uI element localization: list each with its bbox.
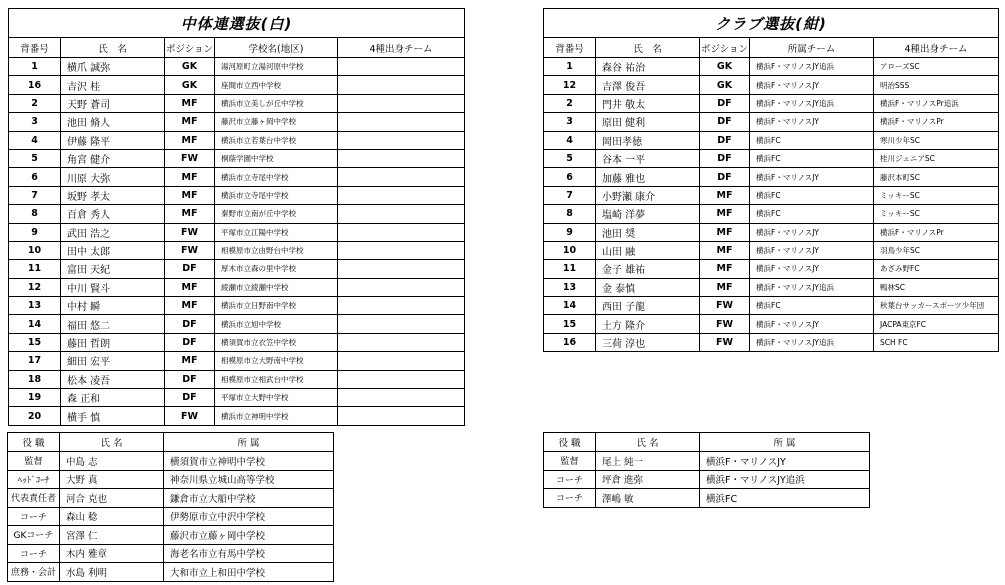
table-row	[9, 186, 465, 204]
player-name: 松本 凌吾	[61, 370, 165, 388]
player-position: MF	[700, 241, 750, 259]
player-name: 川原 大弥	[61, 168, 165, 186]
staff-name: 大野 真	[60, 470, 164, 489]
player-name: 山田 融	[596, 241, 700, 259]
player-position: MF	[700, 186, 750, 204]
player-position: FW	[700, 333, 750, 351]
jersey-number: 5	[544, 149, 596, 167]
table-row	[544, 186, 999, 204]
player-name: 金子 雄祐	[596, 260, 700, 278]
table-row	[8, 507, 334, 526]
jersey-number: 10	[544, 241, 596, 259]
table-row	[9, 333, 465, 351]
player-position: GK	[165, 58, 215, 76]
jersey-number: 7	[544, 186, 596, 204]
player-name: 谷本 一平	[596, 149, 700, 167]
jersey-number: 3	[544, 113, 596, 131]
jersey-number: 20	[9, 407, 61, 425]
column-header: 氏 名	[596, 433, 700, 452]
school-name: 横浜市立寺尾中学校	[215, 168, 338, 186]
school-name: 相模原市立由野台中学校	[215, 241, 338, 259]
player-position: DF	[700, 94, 750, 112]
player-name: 細田 宏平	[61, 352, 165, 370]
origin-team: 桂川ジュニアSC	[874, 149, 999, 167]
team-title: 中体連選抜(白)	[9, 9, 465, 38]
column-header: 背番号	[9, 38, 61, 58]
roster-table-left	[8, 8, 465, 426]
jersey-number: 14	[9, 315, 61, 333]
column-header: 所 属	[700, 433, 870, 452]
table-row	[544, 241, 999, 259]
staff-table-right	[543, 432, 870, 508]
player-position: MF	[700, 205, 750, 223]
origin-team	[338, 223, 465, 241]
staff-role: コーチ	[8, 544, 60, 563]
player-position: MF	[165, 297, 215, 315]
table-row	[9, 58, 465, 76]
jersey-number: 10	[9, 241, 61, 259]
table-row	[544, 113, 999, 131]
origin-team	[338, 407, 465, 425]
staff-affiliation: 横浜F・マリノスJY	[700, 452, 870, 471]
player-name: 中村 瞬	[61, 297, 165, 315]
staff-table-left	[7, 432, 334, 582]
table-row	[544, 470, 870, 489]
table-row	[544, 260, 999, 278]
club-team: 横浜F・マリノスJY	[750, 113, 874, 131]
staff-name: 森山 稔	[60, 507, 164, 526]
table-row	[9, 113, 465, 131]
staff-role: 代表責任者	[8, 489, 60, 508]
player-name: 吉澤 俊吾	[596, 76, 700, 94]
school-name: 相模原市立大野南中学校	[215, 352, 338, 370]
origin-team	[338, 186, 465, 204]
player-position: FW	[165, 407, 215, 425]
staff-role: 監督	[8, 452, 60, 471]
table-row	[8, 470, 334, 489]
jersey-number: 2	[9, 94, 61, 112]
jersey-number: 11	[9, 260, 61, 278]
origin-team	[338, 315, 465, 333]
staff-name: 澤嶋 敏	[596, 489, 700, 508]
jersey-number: 4	[9, 131, 61, 149]
player-name: 原田 健利	[596, 113, 700, 131]
origin-team: 寒川少年SC	[874, 131, 999, 149]
staff-affiliation: 大和市立上和田中学校	[164, 563, 334, 582]
player-position: MF	[700, 223, 750, 241]
club-team: 横浜F・マリノスJY追浜	[750, 58, 874, 76]
table-row	[9, 315, 465, 333]
player-position: MF	[165, 168, 215, 186]
school-name: 横浜市立神明中学校	[215, 407, 338, 425]
player-position: FW	[700, 297, 750, 315]
school-name: 平塚市立大野中学校	[215, 389, 338, 407]
origin-team	[338, 168, 465, 186]
player-name: 土方 隆介	[596, 315, 700, 333]
jersey-number: 12	[544, 76, 596, 94]
column-header: 4種出身チーム	[338, 38, 465, 58]
jersey-number: 4	[544, 131, 596, 149]
school-name: 座間市立西中学校	[215, 76, 338, 94]
club-team: 横浜FC	[750, 297, 874, 315]
jersey-number: 8	[544, 205, 596, 223]
player-position: MF	[165, 278, 215, 296]
column-header: 所属チーム	[750, 38, 874, 58]
player-name: 門井 敬太	[596, 94, 700, 112]
staff-role: 監督	[544, 452, 596, 471]
player-name: 加藤 雅也	[596, 168, 700, 186]
table-row	[9, 241, 465, 259]
club-team: 横浜F・マリノスJY追浜	[750, 333, 874, 351]
player-position: GK	[700, 76, 750, 94]
table-row	[8, 489, 334, 508]
player-name: 中川 賢斗	[61, 278, 165, 296]
club-team: 横浜F・マリノスJY	[750, 76, 874, 94]
table-row	[8, 544, 334, 563]
origin-team: JACPA東京FC	[874, 315, 999, 333]
origin-team	[338, 389, 465, 407]
staff-affiliation: 横須賀市立神明中学校	[164, 452, 334, 471]
player-name: 横爪 誠弥	[61, 58, 165, 76]
club-team: 横浜FC	[750, 186, 874, 204]
player-name: 藤田 哲朗	[61, 333, 165, 351]
school-name: 厚木市立森の里中学校	[215, 260, 338, 278]
origin-team	[338, 149, 465, 167]
jersey-number: 9	[9, 223, 61, 241]
table-row	[544, 94, 999, 112]
column-header: 氏 名	[60, 433, 164, 452]
staff-name: 坪倉 進弥	[596, 470, 700, 489]
column-header: 氏 名	[61, 38, 165, 58]
origin-team: ミッキーSC	[874, 186, 999, 204]
player-name: 岡田孝徳	[596, 131, 700, 149]
player-name: 百倉 秀人	[61, 205, 165, 223]
player-name: 田中 太郎	[61, 241, 165, 259]
club-team: 横浜F・マリノスJY	[750, 168, 874, 186]
origin-team: 藤沢本町SC	[874, 168, 999, 186]
table-row	[9, 389, 465, 407]
origin-team: ミッキーSC	[874, 205, 999, 223]
jersey-number: 6	[544, 168, 596, 186]
player-position: FW	[165, 241, 215, 259]
table-row	[9, 94, 465, 112]
origin-team: あざみ野FC	[874, 260, 999, 278]
player-position: MF	[700, 260, 750, 278]
jersey-number: 16	[544, 333, 596, 351]
table-row	[544, 489, 870, 508]
player-position: DF	[700, 113, 750, 131]
column-header: 所 属	[164, 433, 334, 452]
staff-role: GKコーチ	[8, 526, 60, 545]
origin-team	[338, 297, 465, 315]
table-row	[544, 149, 999, 167]
player-name: 横手 慎	[61, 407, 165, 425]
jersey-number: 12	[9, 278, 61, 296]
player-name: 森谷 祐治	[596, 58, 700, 76]
staff-name: 宮澤 仁	[60, 526, 164, 545]
jersey-number: 6	[9, 168, 61, 186]
club-team: 横浜F・マリノスJY	[750, 223, 874, 241]
staff-role: コーチ	[544, 470, 596, 489]
column-header: 4種出身チーム	[874, 38, 999, 58]
jersey-number: 11	[544, 260, 596, 278]
school-name: 桐蔭学園中学校	[215, 149, 338, 167]
origin-team	[338, 76, 465, 94]
player-name: 西田 子龍	[596, 297, 700, 315]
staff-role: ﾍｯﾄﾞｺｰﾁ	[8, 470, 60, 489]
table-row	[9, 352, 465, 370]
jersey-number: 17	[9, 352, 61, 370]
player-position: MF	[165, 113, 215, 131]
player-position: MF	[165, 352, 215, 370]
table-row	[544, 278, 999, 296]
player-position: GK	[700, 58, 750, 76]
origin-team	[338, 241, 465, 259]
player-position: MF	[700, 278, 750, 296]
table-row	[544, 333, 999, 351]
jersey-number: 9	[544, 223, 596, 241]
origin-team	[338, 94, 465, 112]
staff-role: コーチ	[544, 489, 596, 508]
school-name: 平塚市立江陽中学校	[215, 223, 338, 241]
jersey-number: 13	[9, 297, 61, 315]
table-row	[9, 223, 465, 241]
staff-name: 水島 利明	[60, 563, 164, 582]
staff-name: 木内 雅章	[60, 544, 164, 563]
jersey-number: 13	[544, 278, 596, 296]
club-team: 横浜F・マリノスJY	[750, 315, 874, 333]
jersey-number: 18	[9, 370, 61, 388]
column-header: 背番号	[544, 38, 596, 58]
table-row	[544, 131, 999, 149]
staff-affiliation: 横浜F・マリノスJY追浜	[700, 470, 870, 489]
column-header: ポジション	[165, 38, 215, 58]
table-row	[9, 76, 465, 94]
origin-team	[338, 113, 465, 131]
player-position: MF	[165, 131, 215, 149]
club-team: 横浜F・マリノスJY	[750, 241, 874, 259]
staff-affiliation: 横浜FC	[700, 489, 870, 508]
column-header: 役 職	[544, 433, 596, 452]
club-team: 横浜FC	[750, 149, 874, 167]
player-position: GK	[165, 76, 215, 94]
school-name: 相模原市立相武台中学校	[215, 370, 338, 388]
player-name: 天野 蒼司	[61, 94, 165, 112]
table-row	[8, 452, 334, 471]
table-row	[544, 297, 999, 315]
roster-table-right	[543, 8, 999, 352]
player-position: MF	[165, 186, 215, 204]
origin-team	[338, 278, 465, 296]
player-name: 池田 脩人	[61, 113, 165, 131]
jersey-number: 8	[9, 205, 61, 223]
player-name: 塩崎 洋夢	[596, 205, 700, 223]
staff-name: 河合 克也	[60, 489, 164, 508]
jersey-number: 19	[9, 389, 61, 407]
jersey-number: 15	[544, 315, 596, 333]
staff-affiliation: 海老名市立有馬中学校	[164, 544, 334, 563]
origin-team: SCH FC	[874, 333, 999, 351]
player-name: 三荷 淳也	[596, 333, 700, 351]
table-row	[544, 76, 999, 94]
origin-team: 鴨林SC	[874, 278, 999, 296]
player-name: 小野瀬 康介	[596, 186, 700, 204]
staff-affiliation: 神奈川県立城山高等学校	[164, 470, 334, 489]
player-position: FW	[165, 223, 215, 241]
jersey-number: 3	[9, 113, 61, 131]
school-name: 横浜市立日野南中学校	[215, 297, 338, 315]
table-row	[9, 260, 465, 278]
school-name: 湯河原町立湯河原中学校	[215, 58, 338, 76]
school-name: 藤沢市立藤ヶ岡中学校	[215, 113, 338, 131]
club-team: 横浜F・マリノスJY追浜	[750, 278, 874, 296]
origin-team: アローズSC	[874, 58, 999, 76]
jersey-number: 14	[544, 297, 596, 315]
origin-team	[338, 333, 465, 351]
player-name: 坂野 孝太	[61, 186, 165, 204]
origin-team	[338, 205, 465, 223]
table-row	[544, 168, 999, 186]
staff-affiliation: 鎌倉市立大船中学校	[164, 489, 334, 508]
origin-team	[338, 260, 465, 278]
origin-team	[338, 352, 465, 370]
player-name: 伊藤 隆平	[61, 131, 165, 149]
school-name: 綾瀬市立綾瀬中学校	[215, 278, 338, 296]
staff-affiliation: 藤沢市立藤ヶ岡中学校	[164, 526, 334, 545]
table-row	[8, 563, 334, 582]
player-name: 角宮 健介	[61, 149, 165, 167]
jersey-number: 16	[9, 76, 61, 94]
player-position: DF	[700, 168, 750, 186]
player-name: 富田 天紀	[61, 260, 165, 278]
player-name: 池田 奨	[596, 223, 700, 241]
table-row	[9, 149, 465, 167]
player-position: DF	[165, 370, 215, 388]
table-row	[9, 297, 465, 315]
staff-name: 中島 志	[60, 452, 164, 471]
player-position: FW	[165, 149, 215, 167]
jersey-number: 1	[9, 58, 61, 76]
origin-team	[338, 131, 465, 149]
player-position: DF	[700, 149, 750, 167]
school-name: 横浜市立美しが丘中学校	[215, 94, 338, 112]
school-name: 横浜市立若葉台中学校	[215, 131, 338, 149]
club-team: 横浜F・マリノスJY追浜	[750, 94, 874, 112]
column-header: 学校名(地区)	[215, 38, 338, 58]
jersey-number: 2	[544, 94, 596, 112]
column-header: 役 職	[8, 433, 60, 452]
table-row	[9, 407, 465, 425]
player-position: DF	[165, 315, 215, 333]
player-name: 福田 悠二	[61, 315, 165, 333]
school-name: 横浜市立旭中学校	[215, 315, 338, 333]
player-position: DF	[165, 260, 215, 278]
table-row	[544, 315, 999, 333]
player-name: 吉沢 桂	[61, 76, 165, 94]
table-row	[544, 452, 870, 471]
club-team: 横浜FC	[750, 205, 874, 223]
team-title: クラブ選抜(紺)	[544, 9, 999, 38]
player-name: 武田 浩之	[61, 223, 165, 241]
player-position: DF	[700, 131, 750, 149]
table-row	[9, 278, 465, 296]
player-position: MF	[165, 205, 215, 223]
player-position: DF	[165, 333, 215, 351]
origin-team: 横浜F・マリノスPr	[874, 113, 999, 131]
table-row	[544, 223, 999, 241]
club-team: 横浜F・マリノスJY	[750, 260, 874, 278]
player-position: DF	[165, 389, 215, 407]
school-name: 秦野市立南が丘中学校	[215, 205, 338, 223]
column-header: 氏 名	[596, 38, 700, 58]
table-row	[544, 58, 999, 76]
origin-team: 横浜F・マリノスPr	[874, 223, 999, 241]
origin-team	[338, 370, 465, 388]
origin-team: 秋葉台サッカースポーツ少年団	[874, 297, 999, 315]
club-team: 横浜FC	[750, 131, 874, 149]
origin-team: 羽鳥少年SC	[874, 241, 999, 259]
staff-affiliation: 伊勢原市立中沢中学校	[164, 507, 334, 526]
jersey-number: 5	[9, 149, 61, 167]
staff-role: コーチ	[8, 507, 60, 526]
player-name: 金 泰慎	[596, 278, 700, 296]
origin-team	[338, 58, 465, 76]
player-position: MF	[165, 94, 215, 112]
origin-team: 横浜F・マリノスPr追浜	[874, 94, 999, 112]
player-position: FW	[700, 315, 750, 333]
jersey-number: 7	[9, 186, 61, 204]
table-row	[9, 168, 465, 186]
jersey-number: 1	[544, 58, 596, 76]
player-name: 森 正和	[61, 389, 165, 407]
staff-role: 庶務・会計	[8, 563, 60, 582]
staff-name: 尾上 純一	[596, 452, 700, 471]
table-row	[8, 526, 334, 545]
origin-team: 明治SSS	[874, 76, 999, 94]
table-row	[9, 370, 465, 388]
school-name: 横須賀市立衣笠中学校	[215, 333, 338, 351]
jersey-number: 15	[9, 333, 61, 351]
table-row	[9, 131, 465, 149]
table-row	[544, 205, 999, 223]
table-row	[9, 205, 465, 223]
column-header: ポジション	[700, 38, 750, 58]
school-name: 横浜市立寺尾中学校	[215, 186, 338, 204]
